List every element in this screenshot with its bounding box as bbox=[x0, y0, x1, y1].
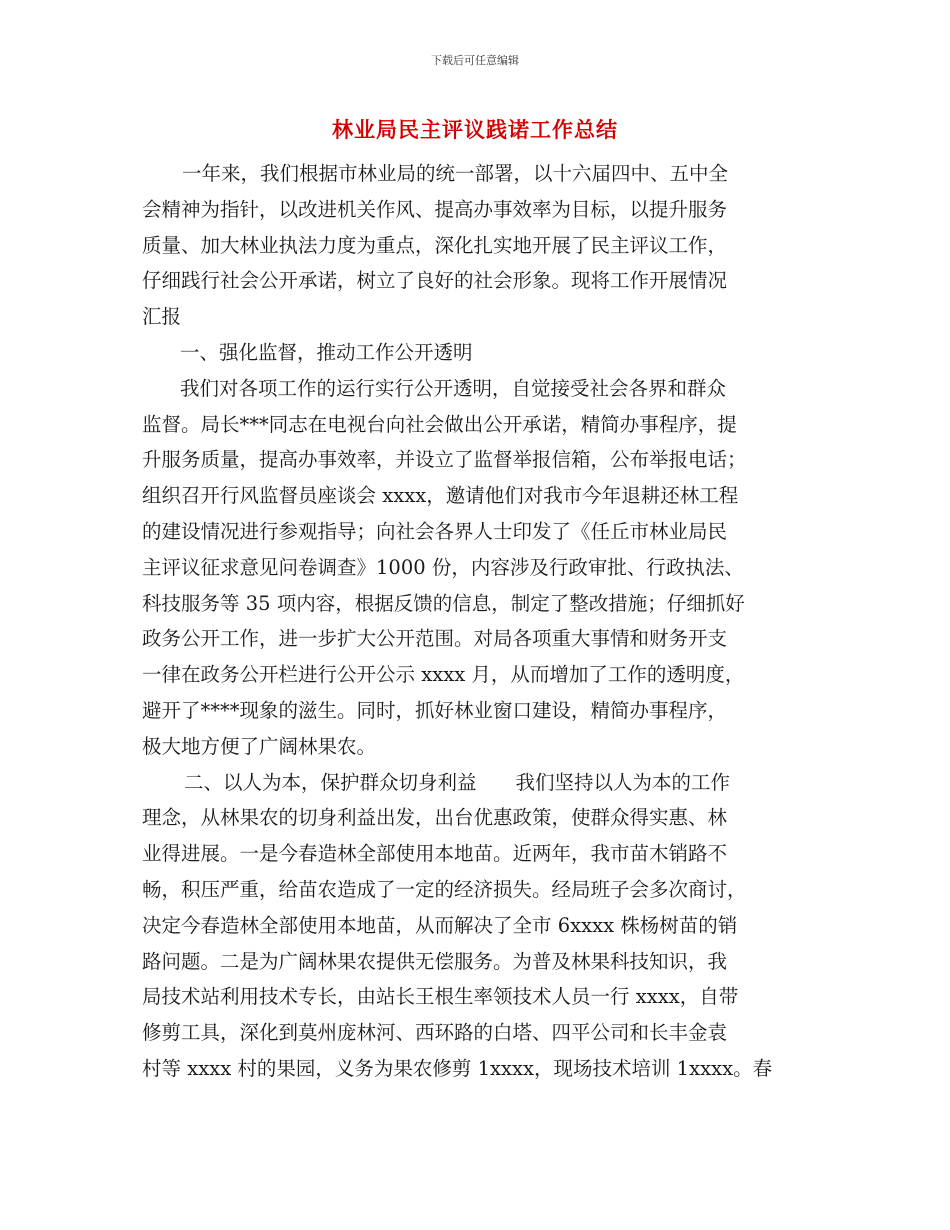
paragraph-line: 一律在政务公开栏进行公开公示 xxxx 月，从而增加了工作的透明度， bbox=[142, 663, 745, 687]
paragraph-line: 村等 xxxx 村的果园，义务为果农修剪 1xxxx，现场技术培训 1xxxx。春 bbox=[142, 1056, 773, 1080]
paragraph-line: 局技术站利用技术专长，由站长王根生率领技术人员一行 xxxx，自带 bbox=[142, 985, 739, 1009]
section-heading: 一、强化监督，推动工作公开透明 bbox=[180, 340, 473, 364]
paragraph-line: 的建设情况进行参观指导；向社会各界人士印发了《任丘市林业局民 bbox=[142, 519, 728, 543]
paragraph-line: 科技服务等 35 项内容，根据反馈的信息，制定了整改措施；仔细抓好 bbox=[142, 591, 745, 615]
paragraph-line: 会精神为指针，以改进机关作风、提高办事效率为目标，以提升服务 bbox=[142, 197, 728, 221]
paragraph-line: 决定今春造林全部使用本地苗，从而解决了全市 6xxxx 株杨树苗的销 bbox=[142, 913, 738, 937]
paragraph-line: 升服务质量，提高办事效率，并设立了监督举报信箱，公布举报电话； bbox=[142, 448, 747, 472]
paragraph-line: 业得进展。一是今春造林全部使用本地苗。近两年，我市苗木销路不 bbox=[142, 842, 728, 866]
section-heading-with-text: 二、以人为本，保护群众切身利益 我们坚持以人为本的工作 bbox=[184, 770, 731, 794]
paragraph-line: 避开了****现象的滋生。同时，抓好林业窗口建设，精简办事程序， bbox=[142, 698, 728, 722]
paragraph-line: 汇报 bbox=[142, 305, 182, 329]
paragraph-line: 一年来，我们根据市林业局的统一部署，以十六届四中、五中全 bbox=[182, 162, 729, 185]
paragraph-line: 修剪工具，深化到莫州庞林河、西环路的白塔、四平公司和长丰金袁 bbox=[142, 1021, 728, 1045]
paragraph-line: 畅，积压严重，给苗农造成了一定的经济损失。经局班子会多次商讨， bbox=[142, 877, 747, 901]
document-body bbox=[142, 156, 810, 1087]
paragraph-line: 路问题。二是为广阔林果农提供无偿服务。为普及林果科技知识，我 bbox=[142, 949, 728, 973]
document-title: 林业局民主评议践诺工作总结 bbox=[332, 118, 618, 142]
paragraph-line: 主评议征求意见问卷调查》1000 份，内容涉及行政审批、行政执法、 bbox=[142, 555, 744, 579]
page-header-note: 下载后可任意编辑 bbox=[431, 54, 519, 67]
paragraph-line: 仔细践行社会公开承诺，树立了良好的社会形象。现将工作开展情况 bbox=[142, 269, 728, 293]
paragraph-line: 质量、加大林业执法力度为重点，深化扎实地开展了民主评议工作， bbox=[142, 233, 728, 257]
paragraph-line: 监督。局长***同志在电视台向社会做出公开承诺，精简办事程序，提 bbox=[142, 412, 737, 436]
paragraph-line: 政务公开工作，进一步扩大公开范围。对局各项重大事情和财务开支 bbox=[142, 627, 728, 651]
paragraph-line: 极大地方便了广阔林果农。 bbox=[142, 734, 377, 758]
paragraph-line: 理念，从林果农的切身利益出发，出台优惠政策，使群众得实惠、林 bbox=[142, 806, 728, 830]
paragraph-line: 组织召开行风监督员座谈会 xxxx，邀请他们对我市今年退耕还林工程 bbox=[142, 484, 739, 508]
paragraph-line: 我们对各项工作的运行实行公开透明，自觉接受社会各界和群众 bbox=[180, 376, 727, 400]
